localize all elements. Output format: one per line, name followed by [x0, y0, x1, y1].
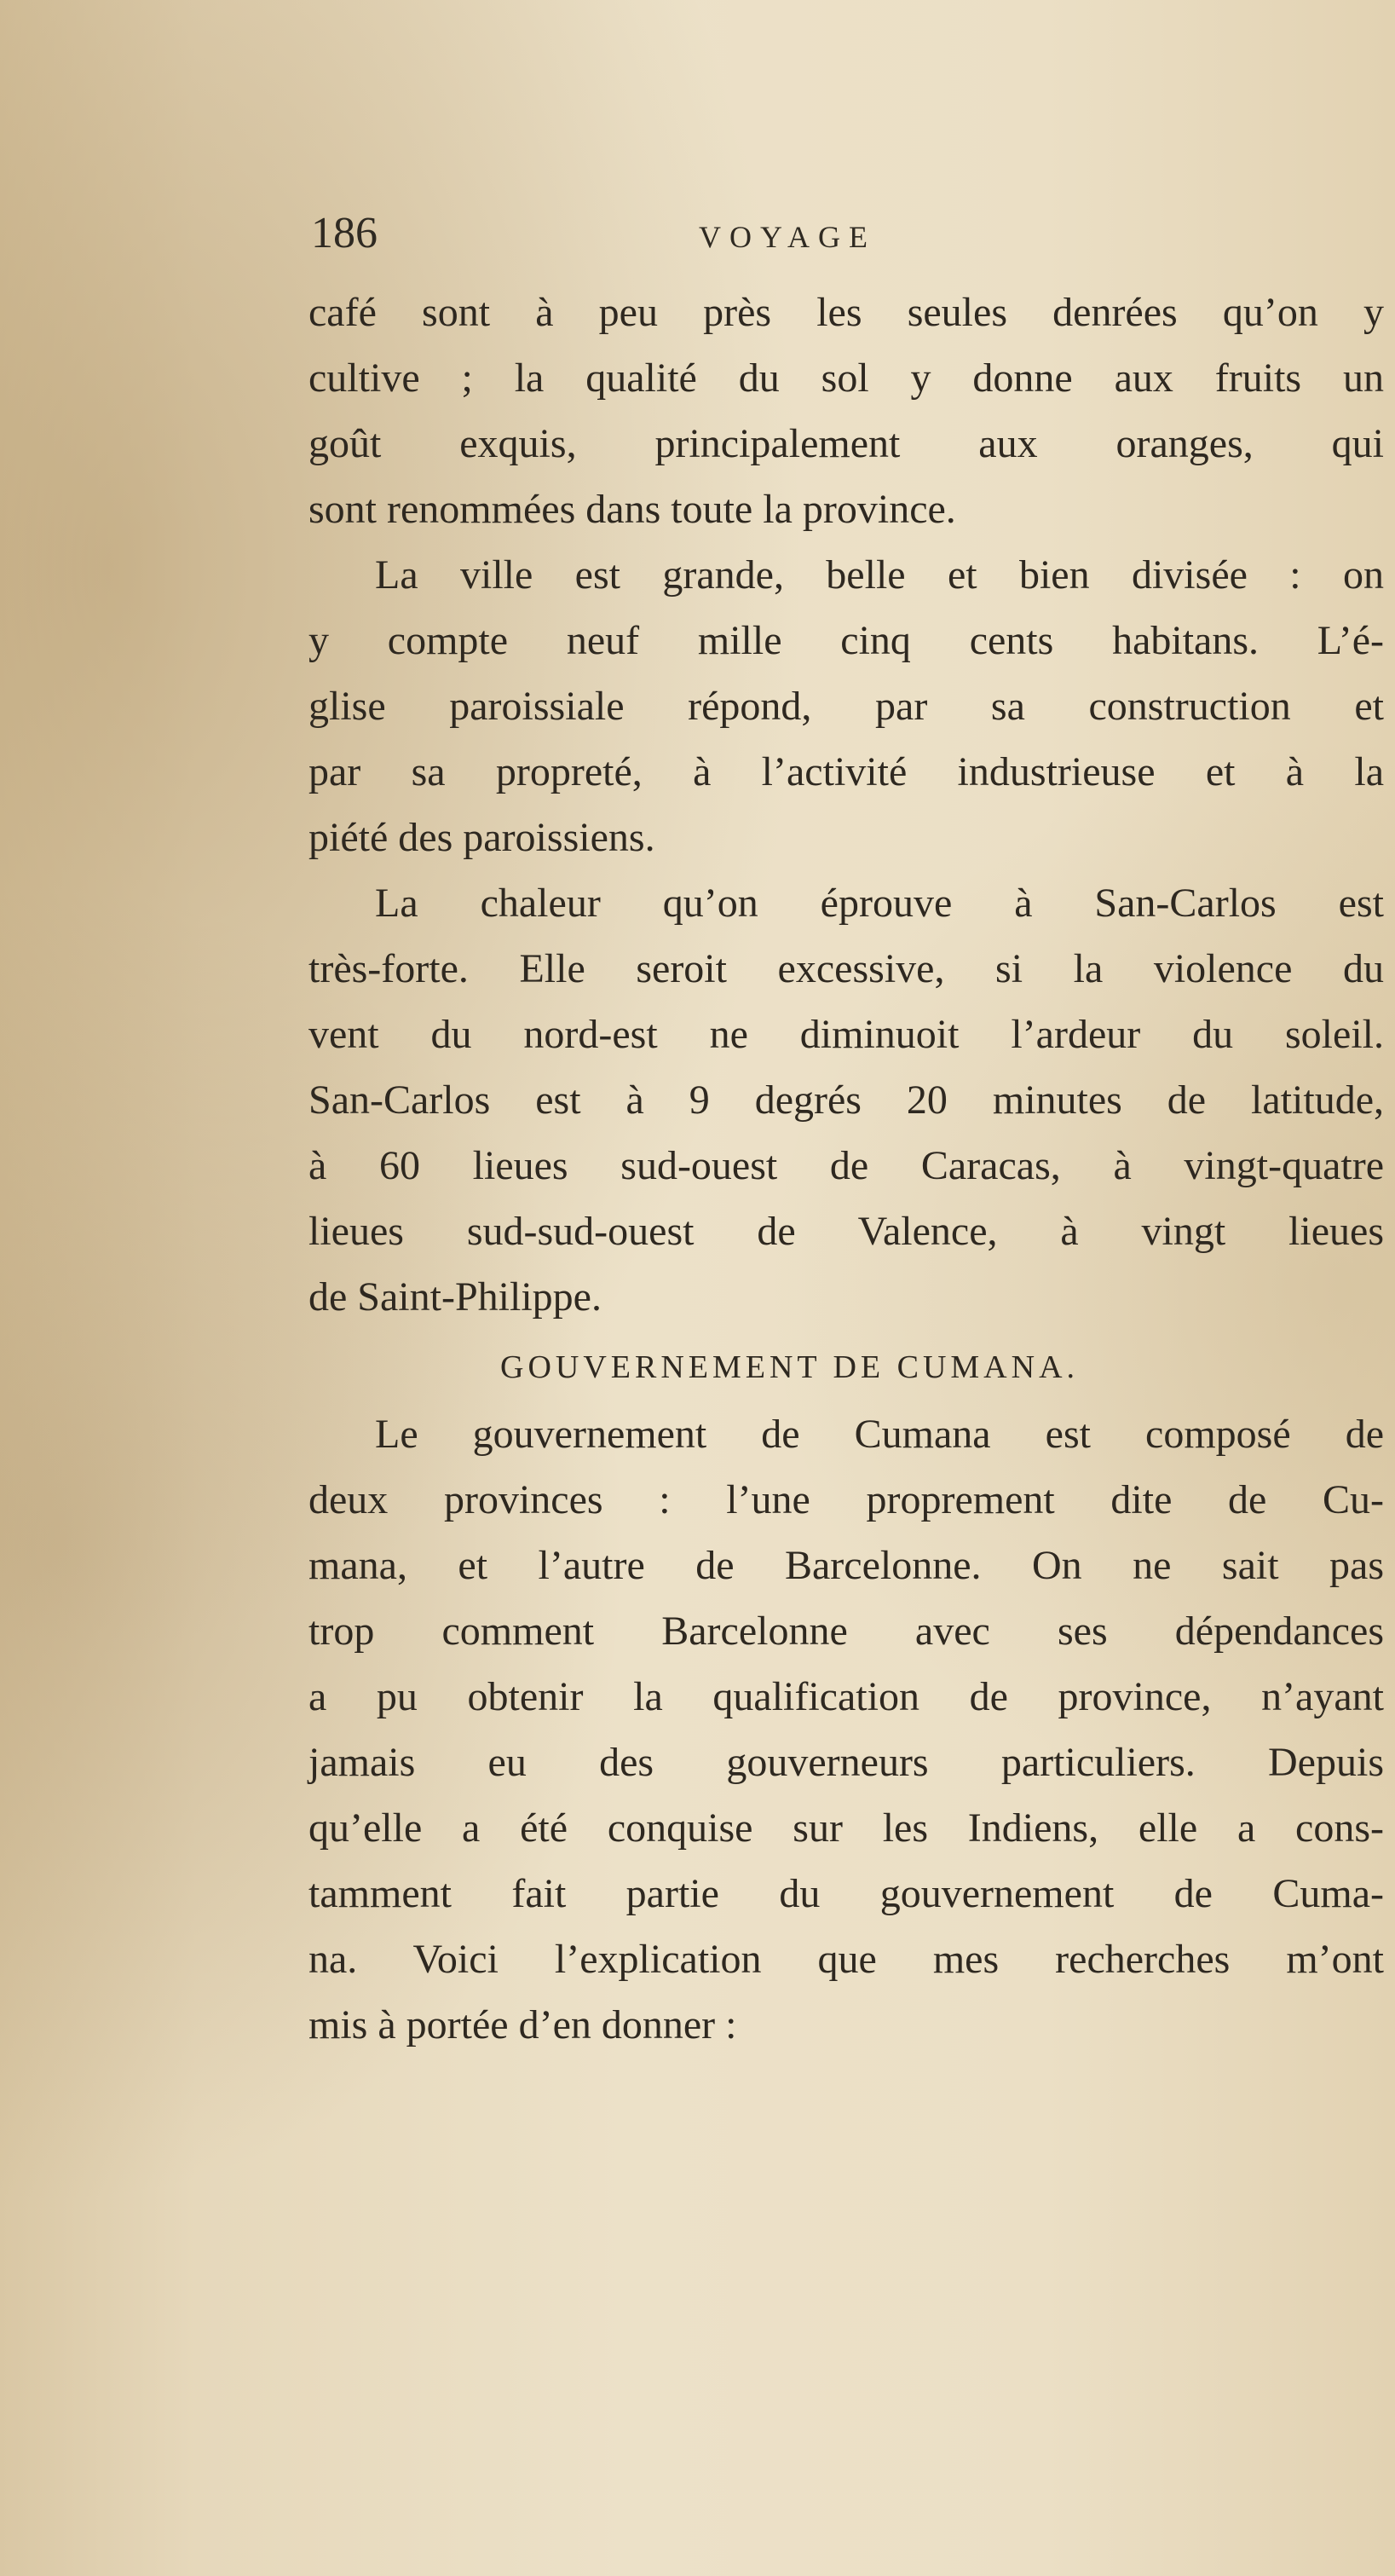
- text-line: qu’elle a été conquise sur les Indiens, elle a cons-: [308, 1805, 1384, 1851]
- text-line: mana, et l’autre de Barcelonne. On ne sait pas: [308, 1543, 1384, 1588]
- text-line: très-forte. Elle seroit excessive, si la violence du: [308, 946, 1384, 991]
- text-line: na. Voici l’explication que mes recherches m’ont: [308, 1937, 1384, 1982]
- text-line: San-Carlos est à 9 degrés 20 minutes de latitude,: [308, 1077, 1384, 1123]
- running-title: VOYAGE: [699, 220, 876, 254]
- text-line: a pu obtenir la qualification de province, n’ayant: [308, 1674, 1384, 1719]
- text-line: y compte neuf mille cinq cents habitans. L’é-: [308, 618, 1384, 663]
- text-line: trop comment Barcelonne avec ses dépendances: [308, 1609, 1384, 1654]
- text-line: Le gouvernement de Cumana est composé de: [375, 1412, 1384, 1457]
- paragraph-la-chaleur: [308, 870, 1384, 1330]
- text-line: cultive ; la qualité du sol y donne aux fruits un: [308, 355, 1384, 401]
- text-line: café sont à peu près les seules denrées qu’on y: [308, 290, 1384, 335]
- running-head: [311, 203, 1393, 264]
- body-text: [308, 280, 1384, 2058]
- text-line: jamais eu des gouverneurs particuliers. Depuis: [308, 1740, 1384, 1785]
- page-number: 186: [311, 209, 378, 257]
- paragraph-gouvernement: [308, 1401, 1384, 2058]
- text-line: glise paroissiale répond, par sa construction et: [308, 684, 1384, 729]
- text-line: goût exquis, principalement aux oranges, qui: [308, 421, 1384, 466]
- paragraph-la-ville: [308, 542, 1384, 870]
- section-heading: GOUVERNEMENT DE CUMANA.: [500, 1349, 1080, 1385]
- text-line: vent du nord-est ne diminuoit l’ardeur du soleil.: [308, 1012, 1384, 1057]
- text-line: deux provinces : l’une proprement dite de Cu-: [308, 1477, 1384, 1522]
- text-line: La chaleur qu’on éprouve à San-Carlos est: [375, 881, 1384, 926]
- paragraph-continuation: [308, 280, 1384, 542]
- text-line: La ville est grande, belle et bien divisée : on: [375, 552, 1384, 598]
- text-line: lieues sud-sud-ouest de Valence, à vingt lieues: [308, 1209, 1384, 1254]
- text-line: sont renommées dans toute la province.: [308, 487, 956, 532]
- text-line: tamment fait partie du gouvernement de Cuma-: [308, 1871, 1384, 1916]
- text-line: à 60 lieues sud-ouest de Caracas, à vingt-quatre: [308, 1143, 1384, 1188]
- text-line: mis à portée d’en donner :: [308, 2002, 737, 2048]
- text-line: piété des paroissiens.: [308, 815, 655, 860]
- text-line: de Saint-Philippe.: [308, 1274, 602, 1320]
- text-line: par sa propreté, à l’activité industrieuse et à la: [308, 749, 1384, 794]
